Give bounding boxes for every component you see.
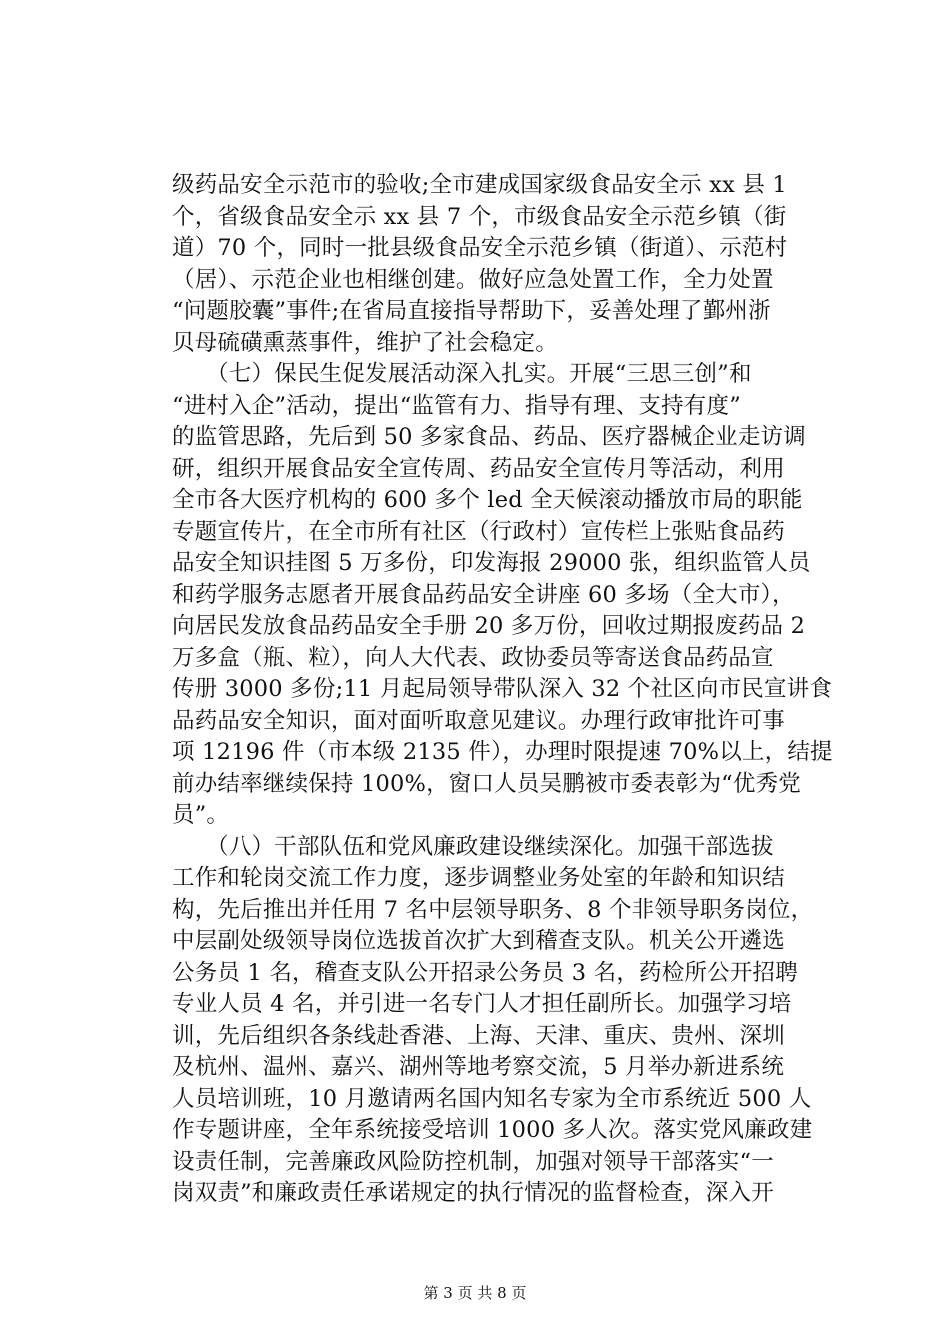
text-line: 人员培训班，10 月邀请两名国内知名专家为全市系统近 500 人 [172,1085,812,1112]
text-line: 设责任制，完善廉政风险防控机制，加强对领导干部落实“一 [172,1148,774,1175]
text-line: （八）干部队伍和党风廉政建设继续深化。加强干部选拔 [172,833,774,860]
text-line: 专题宣传片，在全市所有社区（行政村）宣传栏上张贴食品药 [172,518,785,545]
text-line: 和药学服务志愿者开展食品药品安全讲座 60 多场（全大市）， [172,581,795,608]
text-line: 研，组织开展食品安全宣传周、药品安全宣传月等活动，利用 [172,455,785,482]
text-line: 级药品安全示范市的验收;全市建成国家级食品安全示 xx 县 1 [172,172,787,198]
text-line: “问题胶囊”事件;在省局直接指导帮助下，妥善处理了鄞州浙 [172,298,771,324]
text-line: 专业人员 4 名，并引进一名专门人才担任副所长。加强学习培 [172,991,792,1017]
text-line: 工作和轮岗交流工作力度，逐步调整业务处室的年龄和知识结 [172,865,785,891]
text-line: （七）保民生促发展活动深入扎实。开展“三思三创”和 [172,361,752,387]
text-line: 员”。 [172,802,230,828]
text-line: 传册 3000 多份;11 月起局领导带队深入 32 个社区向市民宣讲食 [172,676,833,702]
page-footer: 第 3 页 共 8 页 [423,1284,527,1302]
text-line: 中层副处级领导岗位选拔首次扩大到稽查支队。机关公开遴选 [172,928,785,954]
text-line: 品安全知识挂图 5 万多份，印发海报 29000 张，组织监管人员 [172,550,811,576]
text-line: 贝母硫磺熏蒸事件，维护了社会稳定。 [172,329,558,356]
text-line: 品药品安全知识，面对面听取意见建议。办理行政审批许可事 [172,707,785,734]
text-line: 作专题讲座，全年系统接受培训 1000 多人次。落实党风廉政建 [172,1117,813,1143]
text-line: 前办结率继续保持 100%，窗口人员吴鹏被市委表彰为“优秀党 [172,770,801,797]
text-line: 及杭州、温州、嘉兴、湖州等地考察交流，5 月举办新进系统 [172,1054,785,1080]
text-line: 道）70 个，同时一批县级食品安全示范乡镇（街道）、示范村 [172,235,788,261]
text-line: 全市各大医疗机构的 600 多个 led 全天候滚动播放市局的职能 [172,487,803,513]
text-line: 万多盒（瓶、粒），向人大代表、政协委员等寄送食品药品宣 [172,644,774,671]
text-line: 构，先后推出并任用 7 名中层领导职务、8 个非领导职务岗位， [172,896,814,923]
text-line: 岗双责”和廉政责任承诺规定的执行情况的监督检查，深入开 [172,1180,774,1206]
text-line: 训，先后组织各条线赴香港、上海、天津、重庆、贵州、深圳 [172,1022,785,1049]
text-line: “进村入企”活动，提出“监管有力、指导有理、支持有度” [172,392,741,419]
text-line: 向居民发放食品药品安全手册 20 多万份，回收过期报废药品 2 [172,613,806,639]
text-line: 个，省级食品安全示 xx 县 7 个，市级食品安全示范乡镇（街 [172,203,787,230]
text-line: （居）、示范企业也相继创建。做好应急处置工作，全力处置 [172,266,774,293]
text-line: 项 12196 件（市本级 2135 件），办理时限提速 70%以上，结提 [172,739,833,765]
body-text [172,170,832,1210]
text-line: 的监管思路，先后到 50 多家食品、药品、医疗器械企业走访调 [172,424,806,450]
text-line: 公务员 1 名，稽查支队公开招录公务员 3 名，药检所公开招聘 [172,959,798,986]
